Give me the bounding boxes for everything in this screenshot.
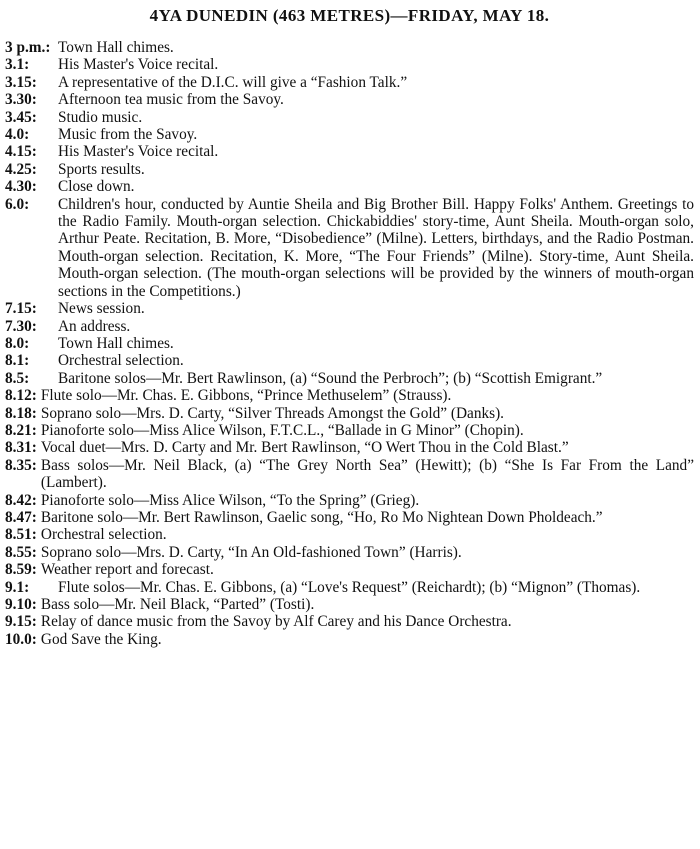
entry-time: 8.59 — [5, 561, 32, 579]
programme-entry: 7.15 : News session. — [5, 300, 694, 317]
programme-entry: 9.1 : Flute solos—Mr. Chas. E. Gibbons, (a) “Love's Request” (Reichardt); (b) “Mignon” (Thomas). — [5, 579, 694, 596]
entry-text: Orchestral selection. — [40, 526, 167, 544]
programme-entry: 3.45 : Studio music. — [5, 109, 694, 126]
entry-text: Baritone solos—Mr. Bert Rawlinson, (a) “Sound the Perbroch”; (b) “Scottish Emigrant.” — [58, 369, 603, 387]
entry-text: His Master's Voice recital. — [58, 143, 219, 161]
entry-text: Afternoon tea music from the Savoy. — [58, 91, 284, 109]
entry-time: 8.18 — [5, 404, 32, 422]
programme-list — [5, 39, 694, 648]
entry-time: 3.1 — [5, 56, 25, 74]
programme-entry: 8.42 : Pianoforte solo—Miss Alice Wilson, “To the Spring” (Grieg). — [5, 492, 694, 509]
programme-entry: 8.5 : Baritone solos—Mr. Bert Rawlinson, (a) “Sound the Perbroch”; (b) “Scottish Emigrant.” — [5, 370, 694, 387]
entry-time: 7.30 — [5, 317, 32, 335]
programme-entry: 8.1 : Orchestral selection. — [5, 352, 694, 369]
programme-entry: 6.0 : Children's hour, conducted by Auntie Sheila and Big Brother Bill. Happy Folks' Anthem. Greetings to the Radio Family. Mouth-organ selection. Chickabiddies' story-time, Aunt Sheila. Mouth-organ solo, Arthur Peate. Recitation, B. More, “Disobedience” (Milne). Letters, birthdays, and the Radio Postman. Mouth-organ selection. Recitation, K. More, “The Four Friends” (Milne). Story-time, Aunt Sheila. Mouth-organ selection. (The mouth-organ selections will be provided by the winners of mouth-organ sections in the Competitions.) — [5, 195, 694, 300]
entry-time: 8.21 — [5, 421, 32, 439]
entry-text: Relay of dance music from the Savoy by Alf Carey and his Dance Orchestra. — [40, 613, 512, 631]
entry-time: 8.47 — [5, 508, 32, 526]
entry-text: Weather report and forecast. — [40, 561, 214, 579]
programme-entry: 8.55 : Soprano solo—Mrs. D. Carty, “In An Old-fashioned Town” (Harris). — [5, 544, 694, 561]
programme-entry: 3.15 : A representative of the D.I.C. will give a “Fashion Talk.” — [5, 74, 694, 91]
entry-time: 9.15 — [5, 613, 32, 631]
entry-time: 3 p.m. — [5, 39, 46, 56]
entry-time: 8.35 — [5, 456, 32, 474]
entry-time: 4.25 — [5, 160, 32, 178]
entry-text: Pianoforte solo—Miss Alice Wilson, F.T.C.L., “Ballade in G Minor” (Chopin). — [40, 421, 524, 439]
programme-entry: 8.59 : Weather report and forecast. — [5, 561, 694, 578]
entry-time: 8.55 — [5, 543, 32, 561]
programme-entry: 8.51 : Orchestral selection. — [5, 526, 694, 543]
programme-entry: 8.21 : Pianoforte solo—Miss Alice Wilson, F.T.C.L., “Ballade in G Minor” (Chopin). — [5, 422, 694, 439]
entry-time: 3.15 — [5, 73, 32, 91]
entry-text: Soprano solo—Mrs. D. Carty, “Silver Threads Amongst the Gold” (Danks). — [40, 404, 504, 422]
entry-time: 3.30 — [5, 91, 32, 109]
programme-entry: 4.25 : Sports results. — [5, 161, 694, 178]
programme-entry: 10.0 : God Save the King. — [5, 631, 694, 648]
entry-text: An address. — [58, 317, 131, 335]
programme-entry: 8.47 : Baritone solo—Mr. Bert Rawlinson, Gaelic song, “Ho, Ro Mo Nightean Down Pholdeach.” — [5, 509, 694, 526]
entry-text: God Save the King. — [40, 630, 162, 648]
programme-entry: 8.35 : Bass solos—Mr. Neil Black, (a) “The Grey North Sea” (Hewitt); (b) “She Is Far From the Land” (Lambert). — [5, 456, 694, 492]
programme-entry: 8.18 : Soprano solo—Mrs. D. Carty, “Silver Threads Amongst the Gold” (Danks). — [5, 405, 694, 422]
entry-time: 8.42 — [5, 491, 32, 509]
programme-entry: 3.30 : Afternoon tea music from the Savoy. — [5, 91, 694, 108]
entry-text: Sports results. — [58, 160, 145, 178]
entry-text: Children's hour, conducted by Auntie Sheila and Big Brother Bill. Happy Folks' Anthem. Greetings to the Radio Family. Mouth-organ selection. Chickabiddies' story-time, Aunt Sheila. Mouth-organ solo, Arthur Peate. Recitation, B. More, “Disobedience” (Milne). Letters, birthdays, and the Radio Postman. Mouth-organ selection. Recitation, K. More, “The Four Friends” (Milne). Story-time, Aunt Sheila. Mouth-organ selection. (The mouth-organ selections will be provided by the winners of mouth-organ sections in the Competitions.) — [58, 195, 694, 300]
entry-time: 4.0 — [5, 126, 25, 144]
programme-entry: 3 p.m. : Town Hall chimes. — [5, 39, 694, 56]
entry-text: Pianoforte solo—Miss Alice Wilson, “To the Spring” (Grieg). — [40, 491, 420, 509]
entry-text: Bass solo—Mr. Neil Black, “Parted” (Tosti). — [40, 596, 315, 613]
entry-time: 4.30 — [5, 178, 32, 196]
programme-entry: 9.15 : Relay of dance music from the Savoy by Alf Carey and his Dance Orchestra. — [5, 613, 694, 630]
entry-text: Close down. — [58, 178, 135, 196]
entry-time: 4.15 — [5, 143, 32, 161]
entry-time: 8.12 — [5, 387, 32, 405]
programme-entry: 8.12 : Flute solo—Mr. Chas. E. Gibbons, “Prince Methuselem” (Strauss). — [5, 387, 694, 404]
entry-time: 6.0 — [5, 195, 25, 213]
entry-time: 8.31 — [5, 439, 32, 457]
entry-time: 10.0 — [5, 630, 32, 648]
programme-entry: 9.10 : Bass solo—Mr. Neil Black, “Parted” (Tosti). — [5, 596, 694, 613]
entry-text: Vocal duet—Mrs. D. Carty and Mr. Bert Rawlinson, “O Wert Thou in the Cold Blast.” — [40, 439, 569, 457]
entry-time: 8.5 — [5, 369, 25, 387]
entry-text: Flute solos—Mr. Chas. E. Gibbons, (a) “Love's Request” (Reichardt); (b) “Mignon” (Thomas). — [58, 578, 641, 596]
programme-entry: 3.1 : His Master's Voice recital. — [5, 56, 694, 73]
programme-entry: 8.31 : Vocal duet—Mrs. D. Carty and Mr. Bert Rawlinson, “O Wert Thou in the Cold Blast.” — [5, 439, 694, 456]
programme-entry: 7.30 : An address. — [5, 318, 694, 335]
entry-time: 3.45 — [5, 108, 32, 126]
station-title: 4YA DUNEDIN (463 METRES)—FRIDAY, MAY 18. — [149, 6, 550, 25]
entry-time: 7.15 — [5, 300, 32, 318]
entry-time: 9.1 — [5, 578, 25, 596]
entry-text: Town Hall chimes. — [58, 39, 174, 56]
entry-text: Music from the Savoy. — [58, 126, 198, 144]
entry-time: 8.1 — [5, 352, 25, 370]
entry-time: 9.10 — [5, 596, 32, 613]
programme-entry: 8.0 : Town Hall chimes. — [5, 335, 694, 352]
entry-text: A representative of the D.I.C. will give a “Fashion Talk.” — [58, 73, 408, 91]
programme-entry: 4.30 : Close down. — [5, 178, 694, 195]
entry-time: 8.0 — [5, 334, 25, 352]
entry-time: 8.51 — [5, 526, 32, 544]
entry-text: Soprano solo—Mrs. D. Carty, “In An Old-fashioned Town” (Harris). — [40, 543, 462, 561]
entry-text: Flute solo—Mr. Chas. E. Gibbons, “Prince Methuselem” (Strauss). — [40, 387, 452, 405]
entry-text: Orchestral selection. — [58, 352, 184, 370]
entry-text: Bass solos—Mr. Neil Black, (a) “The Grey North Sea” (Hewitt); (b) “She Is Far From the Land” (Lambert). — [40, 456, 694, 492]
entry-text: News session. — [58, 300, 145, 318]
entry-text: Studio music. — [58, 108, 143, 126]
programme-entry: 4.0 : Music from the Savoy. — [5, 126, 694, 143]
programme-entry: 4.15 : His Master's Voice recital. — [5, 143, 694, 160]
entry-text: Baritone solo—Mr. Bert Rawlinson, Gaelic song, “Ho, Ro Mo Nightean Down Pholdeach.” — [40, 508, 603, 526]
entry-text: Town Hall chimes. — [58, 334, 174, 352]
entry-text: His Master's Voice recital. — [58, 56, 219, 74]
